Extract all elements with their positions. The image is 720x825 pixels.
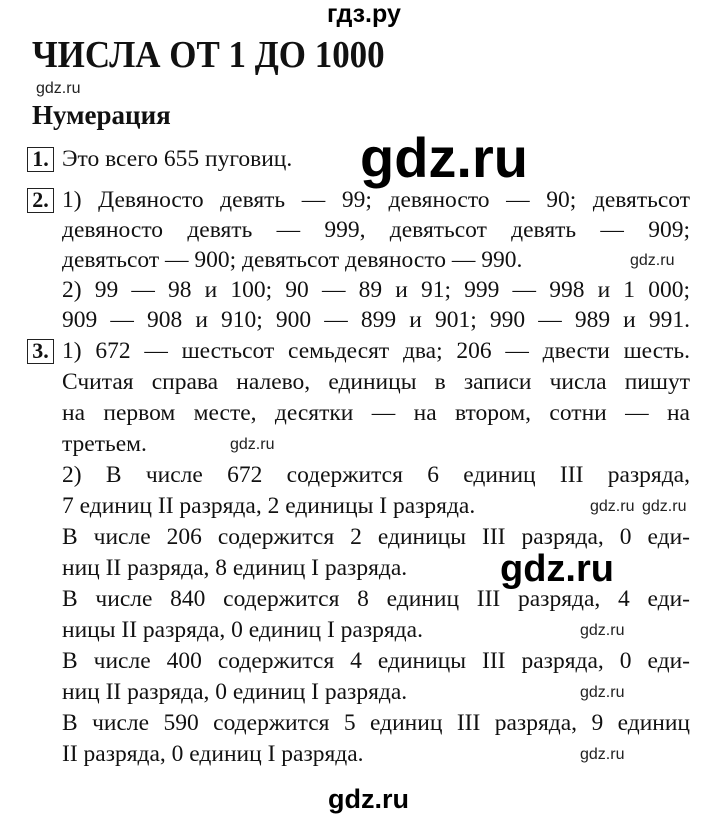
footer-watermark: gdz.ru <box>328 784 409 814</box>
task-line: В числе 400 содержится 4 единицы III разряда, 0 еди- <box>62 648 690 674</box>
task-line: девятьсот — 900; девятьсот девяносто — 990. <box>62 247 523 273</box>
task-number-box: 3. <box>27 339 54 364</box>
page-title: ЧИСЛА ОТ 1 ДО 1000 <box>32 34 385 76</box>
task-number-box: 1. <box>27 147 54 172</box>
task-line: Это всего 655 пуговиц. <box>62 146 293 172</box>
task-line: II разряда, 0 единиц I разряда. <box>62 741 364 767</box>
watermark-small: gdz.ru <box>580 746 625 763</box>
header-watermark: гдз.ру <box>327 0 401 28</box>
watermark-small: gdz.ru <box>580 622 625 639</box>
task-line: девяносто девять — 999, девятьсот девять — 909; <box>62 217 690 243</box>
task-line: ниц II разряда, 0 единиц I разряда. <box>62 679 408 705</box>
task-line: 2) 99 — 98 и 100; 90 — 89 и 91; 999 — 998 и 1 000; <box>62 277 690 303</box>
watermark-small: gdz.ru <box>36 80 81 97</box>
watermark-small: gdz.ru <box>230 436 275 453</box>
task-line: третьем. <box>62 431 147 457</box>
section-heading: Нумерация <box>32 100 171 130</box>
task-line: В числе 590 содержится 5 единиц III разряда, 9 единиц <box>62 710 690 736</box>
task-line: ницы II разряда, 0 единиц I разряда. <box>62 617 423 643</box>
task-line: 2) В числе 672 содержится 6 единиц III разряда, <box>62 462 690 488</box>
watermark-small: gdz.ru <box>630 252 675 269</box>
watermark-small: gdz.ru <box>642 498 687 515</box>
watermark-small: gdz.ru <box>590 498 635 515</box>
task-line: ниц II разряда, 8 единиц I разряда. <box>62 555 408 581</box>
task-line: В числе 206 содержится 2 единицы III разряда, 0 еди- <box>62 524 690 550</box>
watermark-large: gdz.ru <box>500 548 614 590</box>
task-line: 1) Девяносто девять — 99; девяносто — 90; девятьсот <box>62 187 690 213</box>
task-line: 909 — 908 и 910; 900 — 899 и 901; 990 — 989 и 991. <box>62 307 690 333</box>
watermark-small: gdz.ru <box>580 684 625 701</box>
task-line: Считая справа налево, единицы в записи числа пишут <box>62 369 690 395</box>
task-line: 1) 672 — шестьсот семьдесят два; 206 — двести шесть. <box>62 338 690 364</box>
watermark-large: gdz.ru <box>360 126 528 189</box>
task-line: В числе 840 содержится 8 единиц III разряда, 4 еди- <box>62 586 690 612</box>
task-number-box: 2. <box>27 188 54 213</box>
task-line: на первом месте, десятки — на втором, сотни — на <box>62 400 690 426</box>
task-line: 7 единиц II разряда, 2 единицы I разряда. <box>62 493 476 519</box>
